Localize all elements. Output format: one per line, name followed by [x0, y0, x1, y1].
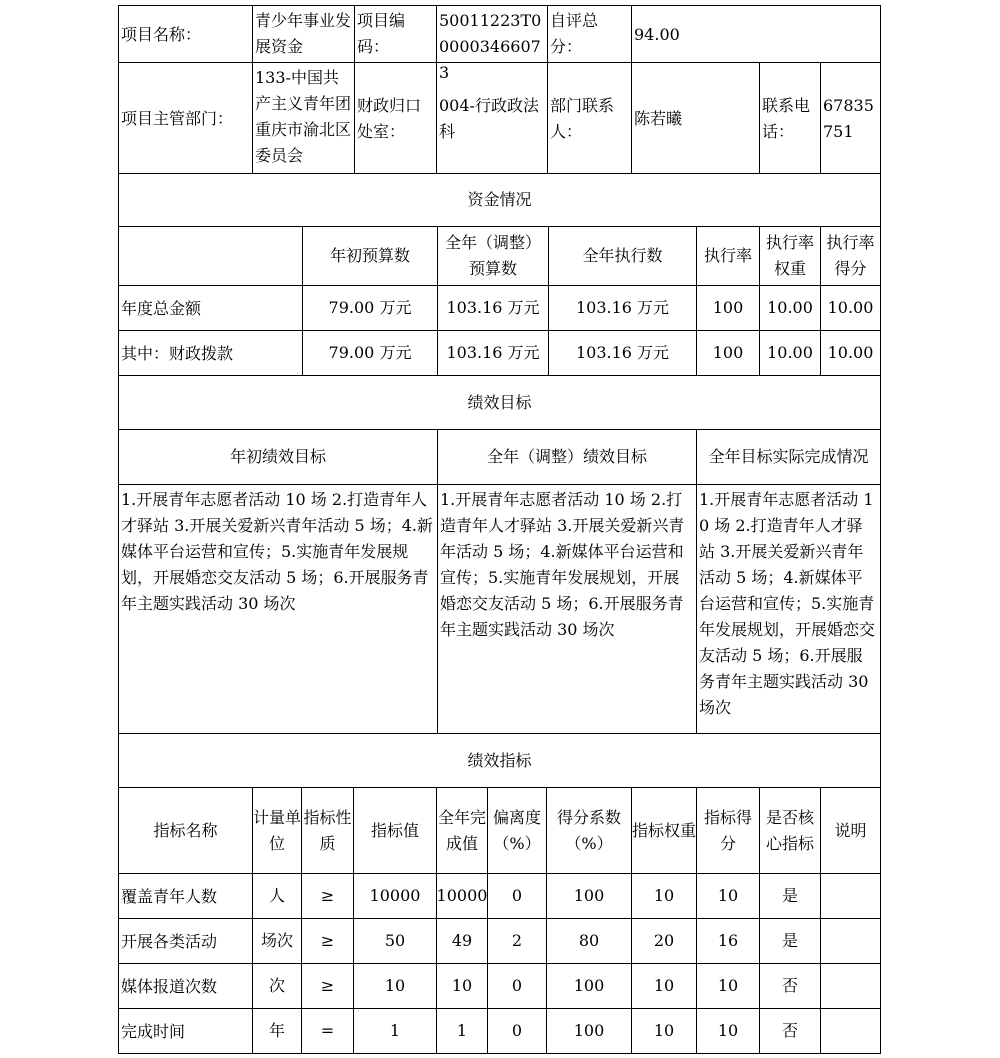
project-name-label: 项目名称： — [118, 5, 253, 63]
funds-header-executed: 全年执行数 — [548, 226, 697, 286]
ind-row-note — [820, 963, 881, 1009]
ind-row-target: 10 — [353, 963, 437, 1009]
ind-row-actual: 10 — [436, 963, 488, 1009]
ind-row-score: 10 — [696, 963, 760, 1009]
funds-header-blank — [118, 226, 303, 286]
ind-row-score: 10 — [696, 1008, 760, 1054]
ind-header-score: 指标得分 — [696, 787, 760, 874]
funds-header-rate-weight: 执行率权重 — [759, 226, 821, 286]
funds-row-total-initial: 79.00 万元 — [302, 285, 438, 331]
dept-label: 项目主管部门： — [118, 62, 253, 174]
ind-row-unit: 人 — [252, 873, 302, 919]
phone-label: 联系电话： — [759, 62, 821, 174]
funds-row-fiscal-executed: 103.16 万元 — [548, 330, 697, 376]
ind-row-core: 是 — [759, 918, 821, 964]
project-name-value: 青少年事业发展资金 — [252, 5, 355, 63]
ind-row-score: 10 — [696, 873, 760, 919]
ind-row-coefficient: 100 — [546, 873, 632, 919]
performance-evaluation-table — [118, 5, 881, 1054]
goals-initial-text: 1.开展青年志愿者活动 10 场 2.打造青年人才驿站 3.开展关爱新兴青年活动 5 场；4.新媒体平台运营和宣传；5.实施青年发展规划，开展婚恋交友活动 5 场；6.开展服务青年主题实践活动 30 场次 — [118, 484, 438, 734]
funds-row-total-executed: 103.16 万元 — [548, 285, 697, 331]
ind-row-weight: 10 — [631, 1008, 697, 1054]
self-score-value: 94.00 — [631, 5, 881, 63]
ind-header-nature: 指标性质 — [301, 787, 354, 874]
ind-row-nature: ≥ — [301, 963, 354, 1009]
ind-header-name: 指标名称 — [118, 787, 253, 874]
funds-row-fiscal-adjusted: 103.16 万元 — [437, 330, 549, 376]
ind-row-core: 否 — [759, 1008, 821, 1054]
ind-row-core: 否 — [759, 963, 821, 1009]
ind-row-deviation: 0 — [487, 1008, 547, 1054]
finance-office-label: 财政归口处室： — [354, 62, 437, 174]
funds-header-rate-score: 执行率得分 — [820, 226, 881, 286]
contact-label: 部门联系人： — [547, 62, 632, 174]
ind-header-weight: 指标权重 — [631, 787, 697, 874]
ind-row-actual: 49 — [436, 918, 488, 964]
self-score-label: 自评总分： — [547, 5, 632, 63]
ind-header-target: 指标值 — [353, 787, 437, 874]
ind-row-note — [820, 873, 881, 919]
ind-row-target: 1 — [353, 1008, 437, 1054]
ind-row-name: 媒体报道次数 — [118, 963, 253, 1009]
ind-row-name: 覆盖青年人数 — [118, 873, 253, 919]
ind-header-coefficient: 得分系数（%） — [546, 787, 632, 874]
ind-row-weight: 10 — [631, 873, 697, 919]
funds-section-title: 资金情况 — [118, 173, 881, 227]
ind-row-note — [820, 918, 881, 964]
goals-actual-text: 1.开展青年志愿者活动 10 场 2.打造青年人才驿站 3.开展关爱新兴青年活动 5 场；4.新媒体平台运营和宣传；5.实施青年发展规划，开展婚恋交友活动 5 场；6.开展服务青年主题实践活动 30 场次 — [696, 484, 881, 734]
funds-header-adjusted-budget: 全年（调整）预算数 — [437, 226, 549, 286]
ind-row-unit: 场次 — [252, 918, 302, 964]
ind-row-nature: ≥ — [301, 918, 354, 964]
goals-header-initial: 年初绩效目标 — [118, 429, 438, 485]
ind-header-unit: 计量单位 — [252, 787, 302, 874]
ind-header-note: 说明 — [820, 787, 881, 874]
funds-row-fiscal-rate: 100 — [696, 330, 760, 376]
ind-row-coefficient: 100 — [546, 963, 632, 1009]
ind-row-nature: ≥ — [301, 873, 354, 919]
ind-row-deviation: 2 — [487, 918, 547, 964]
project-code-value: 50011223T000003466073 — [436, 5, 548, 63]
funds-row-fiscal-score: 10.00 — [820, 330, 881, 376]
project-code-label: 项目编码： — [354, 5, 437, 63]
ind-row-actual: 10000 — [436, 873, 488, 919]
ind-header-core: 是否核心指标 — [759, 787, 821, 874]
finance-office-value: 004-行政政法科 — [436, 62, 548, 174]
goals-header-actual: 全年目标实际完成情况 — [696, 429, 881, 485]
funds-row-fiscal-weight: 10.00 — [759, 330, 821, 376]
ind-row-score: 16 — [696, 918, 760, 964]
phone-value: 67835751 — [820, 62, 881, 174]
ind-row-deviation: 0 — [487, 963, 547, 1009]
funds-row-total-adjusted: 103.16 万元 — [437, 285, 549, 331]
ind-row-weight: 10 — [631, 963, 697, 1009]
ind-row-unit: 次 — [252, 963, 302, 1009]
ind-row-name: 开展各类活动 — [118, 918, 253, 964]
ind-row-actual: 1 — [436, 1008, 488, 1054]
ind-row-name: 完成时间 — [118, 1008, 253, 1054]
ind-row-target: 50 — [353, 918, 437, 964]
ind-row-core: 是 — [759, 873, 821, 919]
funds-row-total-weight: 10.00 — [759, 285, 821, 331]
ind-row-target: 10000 — [353, 873, 437, 919]
ind-header-deviation: 偏离度（%） — [487, 787, 547, 874]
funds-row-total-label: 年度总金额 — [118, 285, 303, 331]
dept-value: 133-中国共产主义青年团重庆市渝北区委员会 — [252, 62, 355, 174]
ind-row-weight: 20 — [631, 918, 697, 964]
ind-row-deviation: 0 — [487, 873, 547, 919]
ind-row-coefficient: 80 — [546, 918, 632, 964]
funds-row-total-score: 10.00 — [820, 285, 881, 331]
funds-row-total-rate: 100 — [696, 285, 760, 331]
indicators-section-title: 绩效指标 — [118, 733, 881, 788]
ind-row-note — [820, 1008, 881, 1054]
goals-adjusted-text: 1.开展青年志愿者活动 10 场 2.打造青年人才驿站 3.开展关爱新兴青年活动 5 场；4.新媒体平台运营和宣传；5.实施青年发展规划，开展婚恋交友活动 5 场；6.开展服务青年主题实践活动 30 场次 — [437, 484, 697, 734]
ind-row-nature: = — [301, 1008, 354, 1054]
funds-row-fiscal-label: 其中：财政拨款 — [118, 330, 303, 376]
goals-section-title: 绩效目标 — [118, 375, 881, 430]
contact-value: 陈若曦 — [631, 62, 760, 174]
ind-row-coefficient: 100 — [546, 1008, 632, 1054]
funds-header-exec-rate: 执行率 — [696, 226, 760, 286]
funds-row-fiscal-initial: 79.00 万元 — [302, 330, 438, 376]
ind-row-unit: 年 — [252, 1008, 302, 1054]
goals-header-adjusted: 全年（调整）绩效目标 — [437, 429, 697, 485]
ind-header-actual: 全年完成值 — [436, 787, 488, 874]
funds-header-initial-budget: 年初预算数 — [302, 226, 438, 286]
